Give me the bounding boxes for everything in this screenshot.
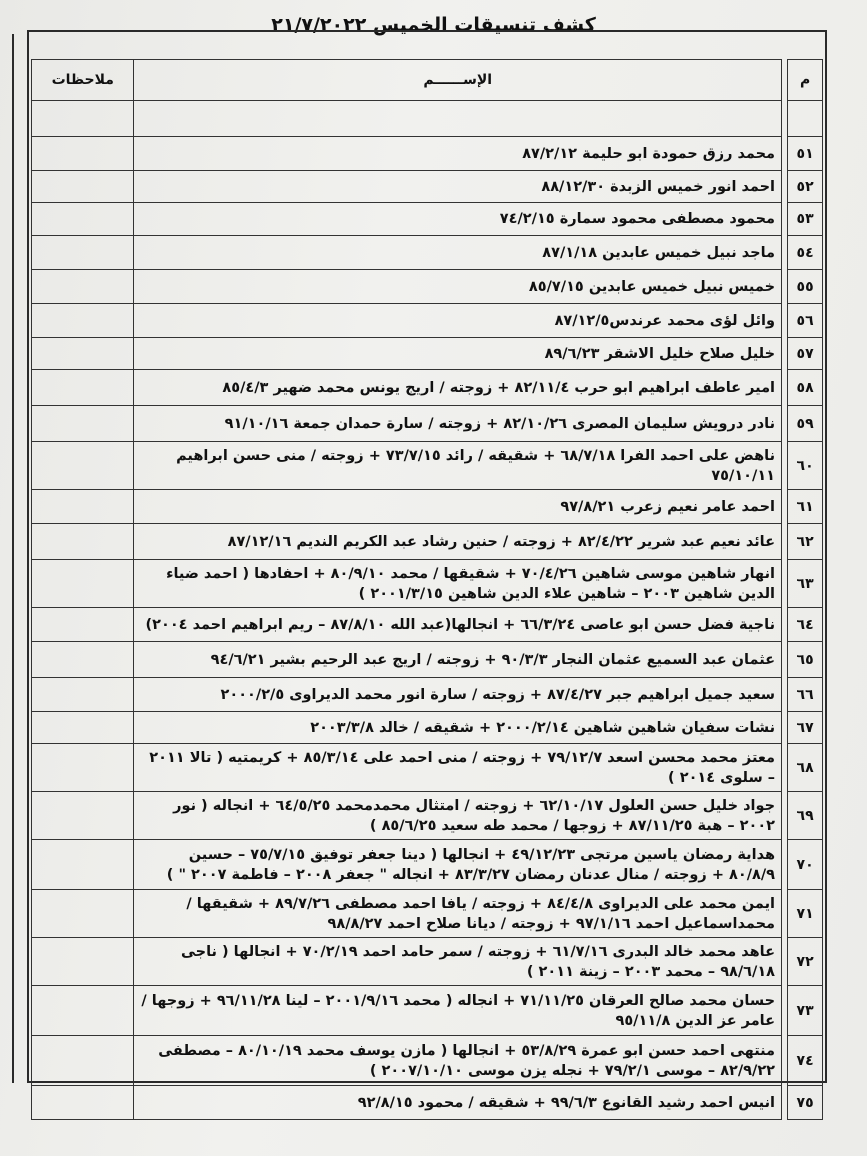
table-row xyxy=(32,270,823,304)
row-number: ٦٢ xyxy=(788,524,823,560)
table-row xyxy=(32,840,823,890)
table-row xyxy=(32,678,823,712)
row-name: محمد رزق حمودة ابو حليمة ٨٧/٢/١٢ xyxy=(134,137,782,171)
row-notes xyxy=(32,678,134,712)
table-row xyxy=(32,890,823,938)
row-number: ٧٥ xyxy=(788,1086,823,1120)
row-gap xyxy=(782,678,788,712)
table-row xyxy=(32,442,823,490)
row-gap xyxy=(782,101,788,137)
table-row xyxy=(32,1036,823,1086)
row-gap xyxy=(782,270,788,304)
row-notes xyxy=(32,442,134,490)
table-row xyxy=(32,203,823,236)
row-gap xyxy=(782,938,788,986)
row-name: احمد عامر نعيم زعرب ٩٧/٨/٢١ xyxy=(134,490,782,524)
header-notes: ملاحظات xyxy=(32,60,134,101)
table-row xyxy=(32,642,823,678)
table-row xyxy=(32,338,823,370)
row-gap xyxy=(782,608,788,642)
row-name: انيس احمد رشيد القانوع ٩٩/٦/٣ + شقيقه / محمود ٩٢/٨/١٥ xyxy=(134,1086,782,1120)
table-row xyxy=(32,712,823,744)
table-row xyxy=(32,744,823,792)
row-name: ايمن محمد على الديراوى ٨٤/٤/٨ + زوجته / يافا احمد مصطفى ٨٩/٧/٢٦ + شقيقها / محمداسماعيل احمد ٩٧/١/١٦ + زوجته / ديانا صلاح احمد ٩٨/٨/٢٧ xyxy=(134,890,782,938)
row-notes xyxy=(32,744,134,792)
row-notes xyxy=(32,890,134,938)
row-name: ناهض على احمد الفرا ٦٨/٧/١٨ + شقيقه / رائد ٧٣/٧/١٥ + زوجته / منى حسن ابراهيم ٧٥/١٠/١١ xyxy=(134,442,782,490)
row-number: ٥٧ xyxy=(788,338,823,370)
row-gap xyxy=(782,137,788,171)
table-row xyxy=(32,304,823,338)
row-name: نشات سفيان شاهين شاهين ٢٠٠٠/٢/١٤ + شقيقه / خالد ٢٠٠٣/٣/٨ xyxy=(134,712,782,744)
table-row xyxy=(32,524,823,560)
table-row xyxy=(32,406,823,442)
table-row xyxy=(32,171,823,203)
row-name: انهار شاهين موسى شاهين ٧٠/٤/٢٦ + شقيقها / محمد ٨٠/٩/١٠ + احفادها ( احمد ضياء الدين شاهين ٢٠٠٣ – شاهين علاء الدين شاهين ٢٠٠١/٣/١٥ ) xyxy=(134,560,782,608)
row-name: عاهد محمد خالد البدرى ٦١/٧/١٦ + زوجته / سمر حامد احمد ٧٠/٢/١٩ + انجالها ( ناجى ٩٨/٦/١٨ – محمد ٢٠٠٣ – زينة ٢٠١١ ) xyxy=(134,938,782,986)
header-number: م xyxy=(788,60,823,101)
table-row xyxy=(32,1086,823,1120)
table-header-row xyxy=(32,60,823,101)
table-row xyxy=(32,986,823,1036)
row-name: وائل لؤى محمد عرندس٨٧/١٢/٥ xyxy=(134,304,782,338)
table-row xyxy=(32,236,823,270)
row-name: امير عاطف ابراهيم ابو حرب ٨٢/١١/٤ + زوجته / اريج يونس محمد ضهير ٨٥/٤/٣ xyxy=(134,370,782,406)
row-name: خليل صلاح خليل الاشقر ٨٩/٦/٢٣ xyxy=(134,338,782,370)
row-notes xyxy=(32,938,134,986)
row-number: ٧٤ xyxy=(788,1036,823,1086)
row-gap xyxy=(782,642,788,678)
row-name: هداية رمضان ياسين مرتجى ٤٩/١٢/٢٣ + انجالها ( دينا جعفر توفيق ٧٥/٧/١٥ – حسين ٨٠/٨/٩ + زوجته / منال عدنان رمضان ٨٣/٣/٢٧ + انجاله " جعفر ٢٠٠٨ – فاطمة ٢٠٠٧ " ) xyxy=(134,840,782,890)
row-notes xyxy=(32,406,134,442)
row-notes xyxy=(32,338,134,370)
row-notes xyxy=(32,608,134,642)
row-number: ٧٣ xyxy=(788,986,823,1036)
row-gap xyxy=(782,236,788,270)
row-number: ٧٠ xyxy=(788,840,823,890)
row-gap xyxy=(782,171,788,203)
row-number: ٦٨ xyxy=(788,744,823,792)
row-name: معتز محمد محسن اسعد ٧٩/١٢/٧ + زوجته / منى احمد على ٨٥/٣/١٤ + كريمتيه ( تالا ٢٠١١ – سلوى ٢٠١٤ ) xyxy=(134,744,782,792)
row-gap xyxy=(782,406,788,442)
row-gap xyxy=(782,304,788,338)
row-number: ٧٢ xyxy=(788,938,823,986)
row-notes xyxy=(32,370,134,406)
row-number: ٥٨ xyxy=(788,370,823,406)
row-number: ٦٠ xyxy=(788,442,823,490)
table-row xyxy=(32,792,823,840)
row-notes xyxy=(32,642,134,678)
row-number xyxy=(788,101,823,137)
row-name: نادر درويش سليمان المصرى ٨٢/١٠/٢٦ + زوجته / سارة حمدان جمعة ٩١/١٠/١٦ xyxy=(134,406,782,442)
row-name: سعيد جميل ابراهيم جبر ٨٧/٤/٢٧ + زوجته / سارة انور محمد الديراوى ٢٠٠٠/٢/٥ xyxy=(134,678,782,712)
row-notes xyxy=(32,171,134,203)
row-notes xyxy=(32,203,134,236)
table-row xyxy=(32,608,823,642)
row-gap xyxy=(782,203,788,236)
row-notes xyxy=(32,490,134,524)
row-name: احمد انور خميس الزبدة ٨٨/١٢/٣٠ xyxy=(134,171,782,203)
row-gap xyxy=(782,792,788,840)
row-number: ٥٢ xyxy=(788,171,823,203)
row-notes xyxy=(32,1086,134,1120)
row-notes xyxy=(32,792,134,840)
row-notes xyxy=(32,712,134,744)
row-name: ناجية فضل حسن ابو عاصى ٦٦/٣/٢٤ + انجالها(عبد الله ٨٧/٨/١٠ – ريم ابراهيم احمد ٢٠٠٤) xyxy=(134,608,782,642)
row-gap xyxy=(782,1036,788,1086)
row-gap xyxy=(782,712,788,744)
row-gap xyxy=(782,744,788,792)
coordination-table xyxy=(31,59,823,1120)
table-row xyxy=(32,490,823,524)
row-number: ٥٣ xyxy=(788,203,823,236)
row-number: ٥٦ xyxy=(788,304,823,338)
row-gap xyxy=(782,490,788,524)
table-row xyxy=(32,370,823,406)
row-gap xyxy=(782,986,788,1036)
row-number: ٦٤ xyxy=(788,608,823,642)
row-gap xyxy=(782,890,788,938)
row-notes xyxy=(32,840,134,890)
table-row xyxy=(32,560,823,608)
table-row xyxy=(32,938,823,986)
header-gap xyxy=(782,60,788,101)
row-notes xyxy=(32,560,134,608)
table-row xyxy=(32,137,823,171)
row-number: ٥٩ xyxy=(788,406,823,442)
row-name: عائد نعيم عبد شرير ٨٢/٤/٢٢ + زوجته / حنين رشاد عبد الكريم النديم ٨٧/١٢/١٦ xyxy=(134,524,782,560)
row-gap xyxy=(782,370,788,406)
row-name: محمود مصطفى محمود سمارة ٧٤/٢/١٥ xyxy=(134,203,782,236)
row-number: ٥٤ xyxy=(788,236,823,270)
row-number: ٧١ xyxy=(788,890,823,938)
row-notes xyxy=(32,1036,134,1086)
row-gap xyxy=(782,560,788,608)
row-notes xyxy=(32,236,134,270)
row-number: ٥١ xyxy=(788,137,823,171)
row-number: ٦٦ xyxy=(788,678,823,712)
row-name: ماجد نبيل خميس عابدين ٨٧/١/١٨ xyxy=(134,236,782,270)
row-notes xyxy=(32,986,134,1036)
row-notes xyxy=(32,524,134,560)
row-number: ٦٧ xyxy=(788,712,823,744)
row-number: ٥٥ xyxy=(788,270,823,304)
row-number: ٦٣ xyxy=(788,560,823,608)
row-gap xyxy=(782,338,788,370)
row-notes xyxy=(32,304,134,338)
row-name: عثمان عبد السميع عثمان النجار ٩٠/٣/٣ + زوجته / اريج عبد الرحيم بشير ٩٤/٦/٢١ xyxy=(134,642,782,678)
row-notes xyxy=(32,270,134,304)
row-notes xyxy=(32,137,134,171)
row-number: ٦١ xyxy=(788,490,823,524)
row-name: حسان محمد صالح العرقان ٧١/١١/٢٥ + انجاله ( محمد ٢٠٠١/٩/١٦ – لينا ٩٦/١١/٢٨ + زوجها / عامر عز الدين ٩٥/١١/٨ xyxy=(134,986,782,1036)
header-name: الإســــــم xyxy=(134,60,782,101)
row-name: خميس نبيل خميس عابدين ٨٥/٧/١٥ xyxy=(134,270,782,304)
row-gap xyxy=(782,442,788,490)
table-row xyxy=(32,101,823,137)
row-name: جواد خليل حسن العلول ٦٢/١٠/١٧ + زوجته / امتثال محمدمحمد ٦٤/٥/٢٥ + انجاله ( نور ٢٠٠٢ – هبة ٨٧/١١/٢٥ + زوجها / محمد طه سعيد ٨٥/٦/٢٥ ) xyxy=(134,792,782,840)
row-gap xyxy=(782,840,788,890)
row-number: ٦٥ xyxy=(788,642,823,678)
page-title: كشف تنسيقات الخميس ٢١/٧/٢٠٢٢ xyxy=(271,14,596,36)
row-gap xyxy=(782,524,788,560)
row-gap xyxy=(782,1086,788,1120)
row-name: منتهى احمد حسن ابو عمرة ٥٣/٨/٢٩ + انجالها ( مازن يوسف محمد ٨٠/١٠/١٩ – مصطفى ٨٢/٩/٢٢ – موسى ٧٩/٢/١ + نجله يزن موسى ٢٠٠٧/١٠/١٠ ) xyxy=(134,1036,782,1086)
table-body xyxy=(32,101,823,1120)
row-name xyxy=(134,101,782,137)
row-notes xyxy=(32,101,134,137)
row-number: ٦٩ xyxy=(788,792,823,840)
